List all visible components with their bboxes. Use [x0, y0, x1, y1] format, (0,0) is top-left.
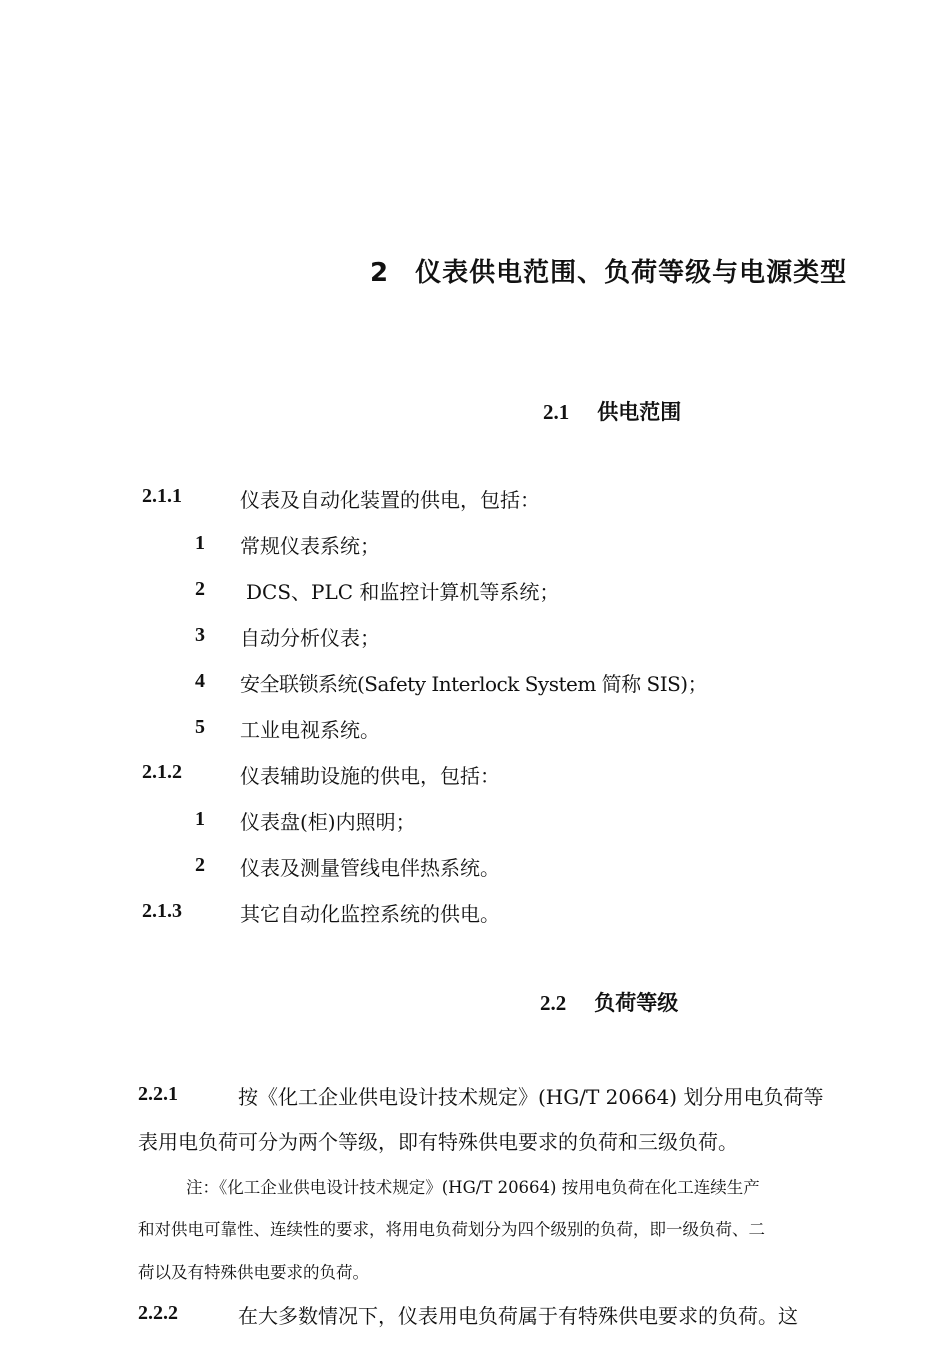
- clause-number: 2.1.1: [142, 485, 182, 507]
- chapter-title: 仪表供电范围、负荷等级与电源类型: [415, 258, 848, 288]
- section-heading-2-2: [540, 987, 678, 1017]
- list-item-text: 常规仪表系统；: [240, 534, 380, 558]
- clause-text-line-1: 按《化工企业供电设计技术规定》(HG/T 20664) 划分用电负荷等: [238, 1085, 824, 1109]
- note-line-1: 注：《化工企业供电设计技术规定》(HG/T 20664) 按用电负荷在化工连续生产: [186, 1178, 760, 1197]
- clause-text: 仪表及自动化装置的供电，包括：: [240, 488, 540, 512]
- note-line-2: 和对供电可靠性、连续性的要求，将用电负荷划分为四个级别的负荷，即一级负荷、二: [138, 1220, 765, 1239]
- list-item-text: 仪表盘(柜)内照明；: [240, 810, 416, 834]
- list-item-text: 仪表及测量管线电伴热系统。: [240, 856, 500, 880]
- section-title: 供电范围: [597, 400, 682, 424]
- clause-text: 其它自动化监控系统的供电。: [240, 902, 500, 926]
- clause-number: 2.2.1: [138, 1083, 178, 1105]
- clause-number: 2.1.2: [142, 761, 182, 783]
- clause-2-1-1: [142, 485, 182, 508]
- list-item-text: 自动分析仪表；: [240, 626, 380, 650]
- clause-text: 仪表辅助设施的供电，包括：: [240, 764, 500, 788]
- list-item-text: DCS、PLC 和监控计算机等系统；: [246, 580, 560, 604]
- clause-text-line-2: 表用电负荷可分为两个等级，即有特殊供电要求的负荷和三级负荷。: [138, 1130, 738, 1154]
- list-item-number: 5: [195, 716, 205, 738]
- list-item-number: 1: [195, 808, 205, 830]
- clause-text-line-1: 在大多数情况下，仪表用电负荷属于有特殊供电要求的负荷。这: [238, 1304, 798, 1328]
- clause-number: 2.2.2: [138, 1302, 178, 1324]
- section-heading-2-1: [543, 396, 681, 426]
- clause-2-2-1: [138, 1083, 178, 1106]
- chapter-heading: [370, 252, 847, 289]
- clause-number: 2.1.3: [142, 900, 182, 922]
- note-line-3: 荷以及有特殊供电要求的负荷。: [138, 1263, 369, 1282]
- list-item-number: 4: [195, 670, 205, 692]
- list-item-number: 2: [195, 578, 205, 600]
- list-item-number: 1: [195, 532, 205, 554]
- clause-2-1-3: [142, 900, 182, 923]
- section-number: 2.1: [543, 400, 570, 424]
- list-item-number: 2: [195, 854, 205, 876]
- list-item-text: 安全联锁系统(Safety Interlock System 简称 SIS)；: [240, 672, 708, 696]
- section-title: 负荷等级: [594, 991, 679, 1015]
- list-item-number: 3: [195, 624, 205, 646]
- section-number: 2.2: [540, 991, 567, 1015]
- clause-2-1-2: [142, 761, 182, 784]
- chapter-number: 2: [370, 258, 390, 288]
- list-item-text: 工业电视系统。: [240, 718, 380, 742]
- clause-2-2-2: [138, 1302, 178, 1325]
